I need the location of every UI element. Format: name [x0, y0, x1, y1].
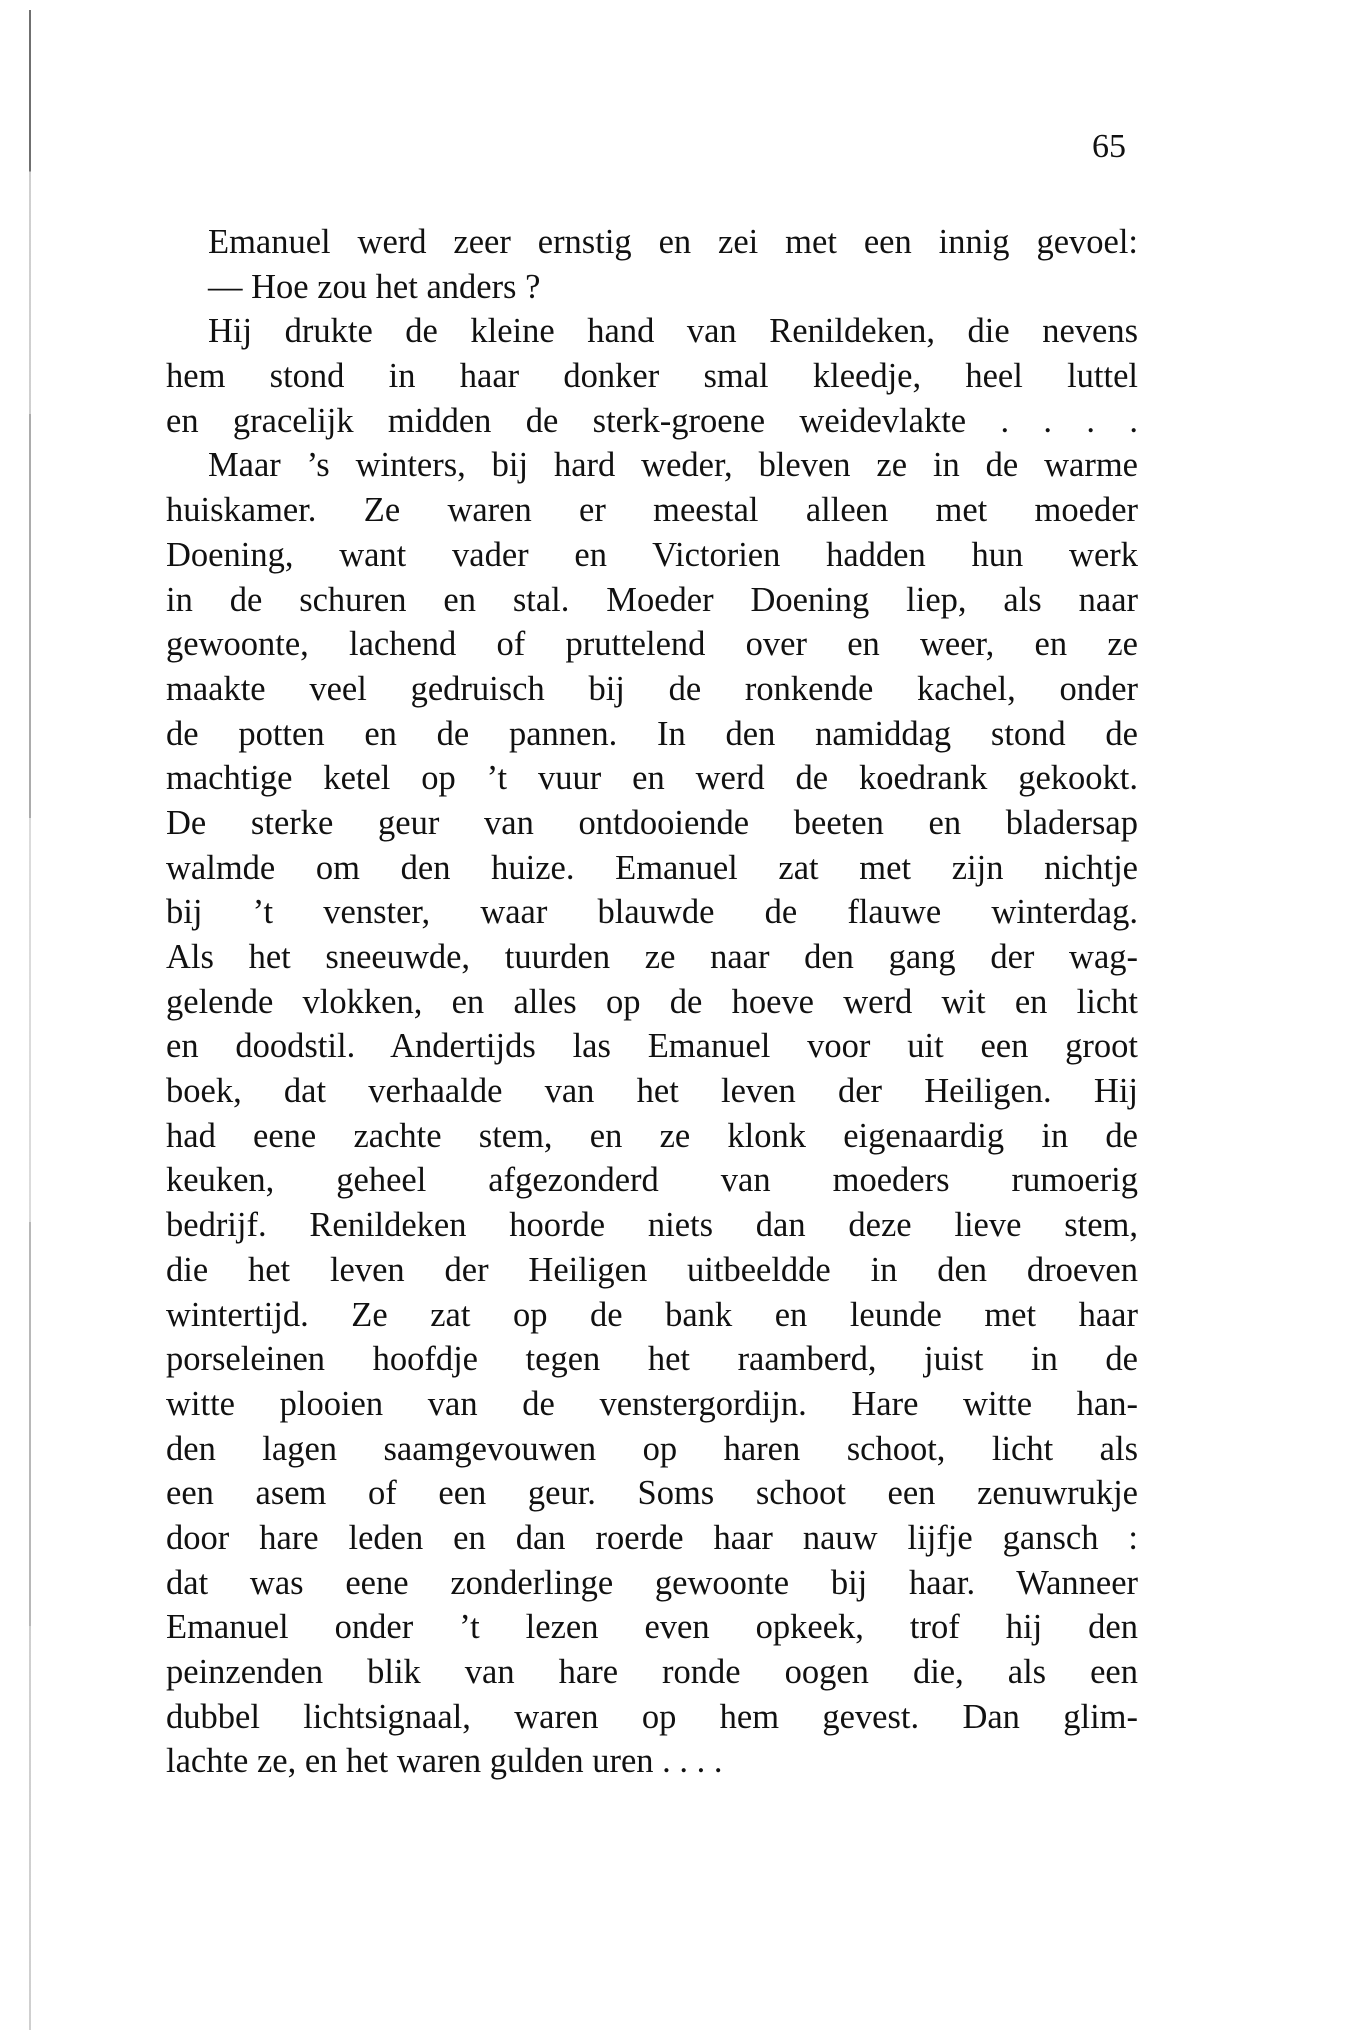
text-line: maakte veel gedruisch bij de ronkende kachel, onder — [166, 669, 1138, 708]
text-line: de potten en de pannen. In den namiddag stond de — [166, 714, 1138, 753]
paragraph — [166, 220, 1138, 265]
text-line: den lagen saamgevouwen op haren schoot, licht als — [166, 1429, 1138, 1468]
paragraph — [166, 309, 1138, 443]
text-line: door hare leden en dan roerde haar nauw lijfje gansch : — [166, 1518, 1138, 1557]
text-line: lachte ze, en het waren gulden uren . . . . — [166, 1742, 723, 1781]
text-line: keuken, geheel afgezonderd van moeders rumoerig — [166, 1161, 1138, 1200]
text-line: gelende vlokken, en alles op de hoeve werd wit en licht — [166, 982, 1138, 1021]
text-line: Emanuel onder ’t lezen even opkeek, trof hij den — [166, 1608, 1138, 1647]
text-line: Emanuel werd zeer ernstig en zei met een innig gevoel: — [208, 223, 1138, 261]
text-line: hem stond in haar donker smal kleedje, heel luttel — [166, 357, 1138, 396]
text-line: — Hoe zou het anders ? — [208, 267, 541, 306]
text-line: Als het sneeuwde, tuurden ze naar den gang der wag- — [166, 938, 1138, 976]
text-line: en gracelijk midden de sterk-groene weidevlakte . . . . — [166, 401, 1138, 440]
text-line: wintertijd. Ze zat op de bank en leunde met haar — [166, 1295, 1138, 1334]
text-line: bedrijf. Renildeken hoorde niets dan deze lieve stem, — [166, 1206, 1138, 1245]
paragraph — [166, 265, 1138, 310]
text-line: machtige ketel op ’t vuur en werd de koedrank gekookt. — [166, 759, 1138, 798]
text-line: witte plooien van de venstergordijn. Hare witte han- — [166, 1384, 1138, 1423]
page-number: 65 — [1092, 128, 1126, 165]
text-line: huiskamer. Ze waren er meestal alleen met moeder — [166, 491, 1138, 530]
text-line: in de schuren en stal. Moeder Doening liep, als naar — [166, 580, 1138, 619]
text-line: en doodstil. Andertijds las Emanuel voor uit een groot — [166, 1027, 1138, 1066]
text-line: bij ’t venster, waar blauwde de flauwe winterdag. — [166, 893, 1138, 932]
text-line: peinzenden blik van hare ronde oogen die, als een — [166, 1653, 1138, 1691]
scan-edge-artifact — [29, 10, 31, 2030]
text-line: boek, dat verhaalde van het leven der Heiligen. Hij — [166, 1072, 1138, 1111]
text-line: Maar ’s winters, bij hard weder, bleven ze in de warme — [208, 446, 1138, 485]
paragraph — [166, 443, 1138, 1784]
text-line: walmde om den huize. Emanuel zat met zijn nichtje — [166, 848, 1138, 887]
text-line: een asem of een geur. Soms schoot een zenuwrukje — [166, 1474, 1138, 1513]
text-line: die het leven der Heiligen uitbeeldde in den droeven — [166, 1250, 1138, 1289]
text-line: dat was eene zonderlinge gewoonte bij haar. Wanneer — [166, 1563, 1138, 1602]
text-line: porseleinen hoofdje tegen het raamberd, juist in de — [166, 1340, 1138, 1379]
text-line: gewoonte, lachend of pruttelend over en weer, en ze — [166, 625, 1138, 664]
text-line: Doening, want vader en Victorien hadden hun werk — [166, 535, 1138, 574]
text-line: dubbel lichtsignaal, waren op hem gevest. Dan glim- — [166, 1697, 1138, 1736]
text-line: had eene zachte stem, en ze klonk eigenaardig in de — [166, 1116, 1138, 1155]
body-text — [166, 220, 1138, 1784]
text-line: De sterke geur van ontdooiende beeten en bladersap — [166, 803, 1138, 842]
text-line: Hij drukte de kleine hand van Renildeken, die nevens — [208, 312, 1138, 351]
